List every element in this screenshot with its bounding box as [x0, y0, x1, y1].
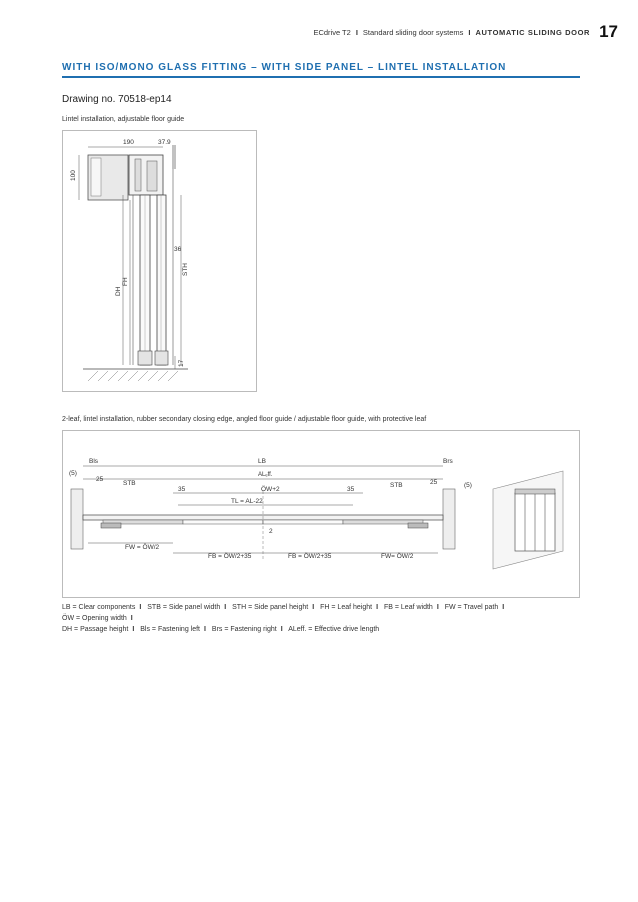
label-35-left: 35	[178, 486, 186, 493]
page-number: 17	[599, 22, 618, 41]
legend-item: Bls = Fastening left	[140, 626, 200, 633]
label-brs: Brs	[443, 458, 453, 465]
label-bls: Bls	[89, 458, 99, 465]
label-fw-left: FW = ÖW/2	[125, 544, 160, 551]
legend-item: FH = Leaf height	[320, 604, 373, 611]
legend-item: DH = Passage height	[62, 626, 129, 633]
legend-item: FB = Leaf width	[383, 604, 433, 611]
dim-37-9: 37.9	[158, 139, 171, 146]
abbreviation-legend: LB = Clear components I STB = Side panel width I STH = Side panel height I FH = Leaf height I FB = Leaf width I FW = Travel path I ÖW = Opening width I DH = Passage height I Bls = Fastening left I Brs = Fastening right I ALeff. = Effective drive length	[62, 604, 505, 633]
label-25-left: 25	[96, 476, 104, 483]
legend-item: ALeff. = Effective drive length	[288, 626, 380, 633]
label-35-right: 35	[347, 486, 355, 493]
section-drawing-vertical	[63, 131, 256, 391]
header-separator: I	[468, 28, 471, 37]
legend-item: LB = Clear components	[62, 604, 136, 611]
label-fb-left: FB = ÖW/2+35	[208, 553, 252, 560]
dim-17: 17	[178, 359, 185, 367]
door-perspective-sketch	[493, 471, 563, 569]
label-fw-right: FW= ÖW/2	[381, 553, 414, 560]
dim-dh: DH	[115, 286, 122, 296]
plan-drawing-horizontal	[63, 431, 579, 597]
label-ow-plus-2: ÖW+2	[261, 486, 280, 493]
legend-item: FW = Travel path	[444, 604, 499, 611]
dim-190: 190	[123, 139, 134, 146]
figure2-caption: 2-leaf, lintel installation, rubber secondary closing edge, angled floor guide / adjustable floor guide, with protective leaf	[62, 416, 427, 423]
header-separator: I	[355, 28, 358, 37]
dim-sth: STH	[182, 263, 189, 276]
legend-item: ÖW = Opening width	[62, 615, 127, 622]
figure1-caption: Lintel installation, adjustable floor guide	[62, 116, 185, 123]
dim-36: 36	[174, 246, 182, 253]
legend-item: STB = Side panel width	[147, 604, 221, 611]
header-category: Standard sliding door systems	[362, 28, 464, 37]
header-type: AUTOMATIC SLIDING DOOR	[475, 28, 591, 37]
header-product: ECdrive T2	[313, 28, 351, 37]
dim-fh: FH	[122, 277, 129, 286]
label-lb: LB	[258, 458, 266, 465]
figure1-frame	[62, 130, 257, 392]
label-5-left: (5)	[69, 470, 77, 477]
drawing-number: Drawing no. 70518-ep14	[62, 94, 172, 105]
label-5-right: (5)	[464, 482, 472, 489]
label-25-right: 25	[430, 479, 438, 486]
dim-100: 100	[70, 170, 77, 181]
label-tl: TL = AL-22	[231, 498, 263, 505]
label-fb-right: FB = ÖW/2+35	[288, 553, 332, 560]
legend-item: STH = Side panel height	[232, 604, 309, 611]
label-2: 2	[269, 528, 273, 535]
title-rule	[62, 76, 580, 78]
figure2-frame	[62, 430, 580, 598]
label-al-eff: ALₑff.	[258, 472, 273, 478]
label-stb-left: STB	[123, 480, 136, 487]
page-header	[313, 20, 618, 40]
legend-item: Brs = Fastening right	[211, 626, 277, 633]
label-stb-right: STB	[390, 482, 403, 489]
section-title: WITH ISO/MONO GLASS FITTING – WITH SIDE PANEL – LINTEL INSTALLATION	[62, 62, 507, 73]
